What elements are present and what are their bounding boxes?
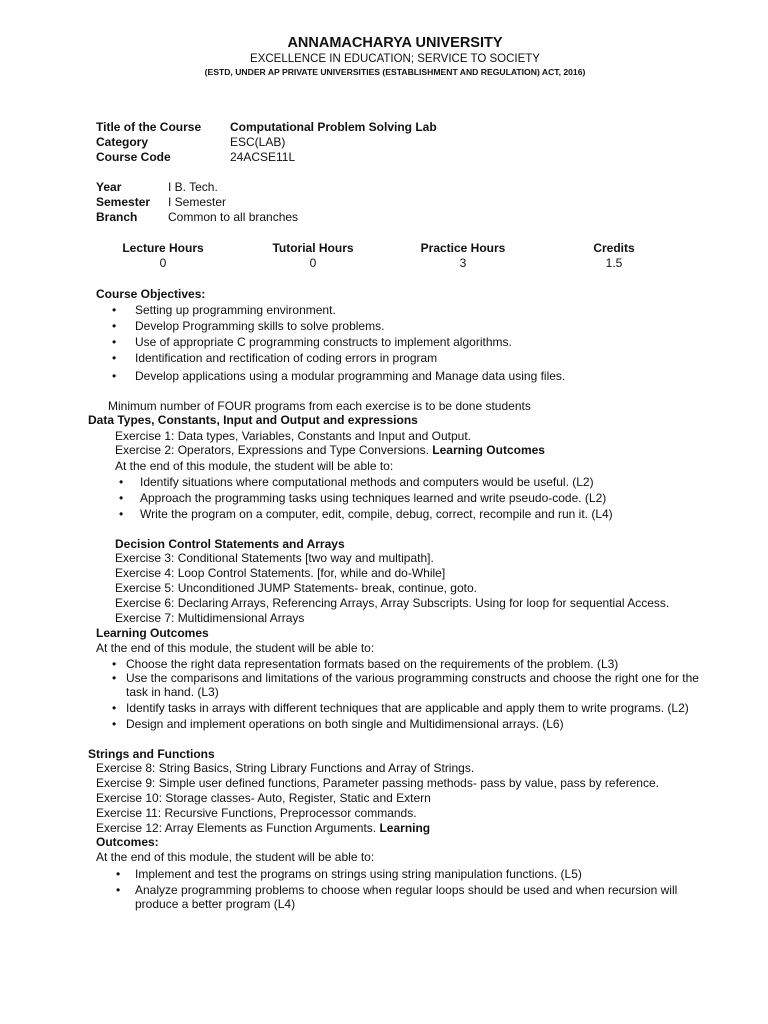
objective-bullet-3: • bbox=[112, 335, 117, 349]
exercise-item: Exercise 7: Multidimensional Arrays bbox=[115, 611, 305, 625]
outcome-bullet-2: • bbox=[119, 491, 124, 505]
year-value: I B. Tech. bbox=[168, 180, 218, 194]
semester-label: Semester bbox=[96, 195, 151, 209]
exercise-item-with-outcomes bbox=[115, 443, 545, 458]
outcome-item: Use the comparisons and limitations of the various programming constructs and choose the right one for the bbox=[126, 671, 699, 685]
branch-label: Branch bbox=[96, 210, 138, 224]
exercise-text: Exercise 2: Operators, Expressions and Type Conversions. bbox=[115, 443, 429, 457]
course-title-label: Title of the Course bbox=[96, 120, 202, 134]
category-label: Category bbox=[96, 135, 149, 149]
exercise-item: Exercise 3: Conditional Statements [two way and multipath]. bbox=[115, 551, 434, 565]
objective-bullet-1: • bbox=[112, 303, 117, 317]
outcome-item-continued: task in hand. (L3) bbox=[126, 685, 219, 699]
exercise-item: Exercise 4: Loop Control Statements. [for, while and do-While] bbox=[115, 566, 446, 580]
objective-item: Use of appropriate C programming constructs to implement algorithms. bbox=[135, 335, 512, 349]
module2-heading: Decision Control Statements and Arrays bbox=[115, 537, 345, 551]
course-code-value: 24ACSE11L bbox=[230, 150, 296, 164]
outcome-item: Approach the programming tasks using techniques learned and write pseudo-code. (L2) bbox=[140, 491, 607, 505]
practice-hours-label: Practice Hours bbox=[420, 241, 506, 255]
exercise-item: Exercise 10: Storage classes- Auto, Register, Static and Extern bbox=[96, 791, 431, 805]
exercise-item: Exercise 9: Simple user defined functions, Parameter passing methods- pass by value, pass by reference. bbox=[96, 776, 659, 790]
practice-hours-value: 3 bbox=[459, 256, 467, 270]
outcome-item: Identify situations where computational methods and computers would be useful. (L2) bbox=[140, 475, 594, 489]
objective-bullet-2: • bbox=[112, 319, 117, 333]
outcomes-intro: At the end of this module, the student will be able to: bbox=[115, 459, 394, 473]
exercise-item: Exercise 1: Data types, Variables, Constants and Input and Output. bbox=[115, 429, 471, 443]
objective-bullet-4: • bbox=[112, 351, 117, 365]
outcome-item: Choose the right data representation formats based on the requirements of the problem. (L3) bbox=[126, 657, 619, 671]
objective-bullet-5: • bbox=[112, 369, 117, 383]
outcome-bullet-2: • bbox=[112, 671, 117, 685]
outcomes-intro: At the end of this module, the student will be able to: bbox=[96, 850, 375, 864]
exercise-item-with-outcomes bbox=[96, 821, 430, 836]
objective-item: Develop applications using a modular programming and Manage data using files. bbox=[135, 369, 566, 383]
objective-item: Develop Programming skills to solve problems. bbox=[135, 319, 385, 333]
outcome-item: Identify tasks in arrays with different techniques that are applicable and apply them to write programs. (L2) bbox=[126, 701, 689, 715]
exercise-item: Exercise 8: String Basics, String Library Functions and Array of Strings. bbox=[96, 761, 475, 775]
exercise-item: Exercise 11: Recursive Functions, Preprocessor commands. bbox=[96, 806, 417, 820]
credits-value: 1.5 bbox=[605, 256, 623, 270]
outcome-item: Write the program on a computer, edit, compile, debug, correct, recompile and run it. (L4) bbox=[140, 507, 613, 521]
lecture-hours-value: 0 bbox=[159, 256, 167, 270]
course-title-value: Computational Problem Solving Lab bbox=[230, 120, 437, 134]
university-establishment: (ESTD, UNDER AP PRIVATE UNIVERSITIES (ESTABLISHMENT AND REGULATION) ACT, 2016) bbox=[204, 67, 586, 77]
year-label: Year bbox=[96, 180, 122, 194]
tutorial-hours-label: Tutorial Hours bbox=[272, 241, 354, 255]
outcome-item: Implement and test the programs on strings using string manipulation functions. (L5) bbox=[135, 867, 582, 881]
course-code-label: Course Code bbox=[96, 150, 171, 164]
learning-outcomes-heading: Learning Outcomes bbox=[96, 626, 209, 640]
exercise-item: Exercise 5: Unconditioned JUMP Statements- break, continue, goto. bbox=[115, 581, 477, 595]
outcomes-heading: Outcomes: bbox=[96, 835, 159, 849]
exercise-item: Exercise 6: Declaring Arrays, Referencing Arrays, Array Subscripts. Using for loop for sequential Access. bbox=[115, 596, 670, 610]
credits-label: Credits bbox=[593, 241, 635, 255]
objective-item: Setting up programming environment. bbox=[135, 303, 336, 317]
exercise-instructions: Minimum number of FOUR programs from each exercise is to be done students bbox=[108, 399, 531, 413]
outcome-bullet-1: • bbox=[112, 657, 117, 671]
outcome-item: Design and implement operations on both single and Multidimensional arrays. (L6) bbox=[126, 717, 564, 731]
tutorial-hours-value: 0 bbox=[309, 256, 317, 270]
module3-heading: Strings and Functions bbox=[88, 747, 215, 761]
outcome-bullet-4: • bbox=[112, 717, 117, 731]
university-tagline: EXCELLENCE IN EDUCATION; SERVICE TO SOCIETY bbox=[250, 53, 540, 65]
university-name: ANNAMACHARYA UNIVERSITY bbox=[287, 35, 503, 51]
learning-label: Learning bbox=[379, 821, 431, 835]
outcome-bullet-1: • bbox=[116, 867, 121, 881]
outcomes-intro: At the end of this module, the student will be able to: bbox=[96, 641, 375, 655]
learning-outcomes-label: Learning Outcomes bbox=[432, 443, 545, 457]
exercise-text: Exercise 12: Array Elements as Function Arguments. bbox=[96, 821, 377, 835]
category-value: ESC(LAB) bbox=[230, 135, 286, 149]
objective-item: Identification and rectification of coding errors in program bbox=[135, 351, 438, 365]
semester-value: I Semester bbox=[168, 195, 227, 209]
outcome-bullet-3: • bbox=[112, 701, 117, 715]
lecture-hours-label: Lecture Hours bbox=[122, 241, 204, 255]
module1-heading: Data Types, Constants, Input and Output and expressions bbox=[88, 413, 418, 427]
objectives-heading: Course Objectives: bbox=[96, 287, 206, 301]
outcome-bullet-2: • bbox=[116, 883, 121, 897]
outcome-item-continued: produce a better program (L4) bbox=[135, 897, 296, 911]
outcome-bullet-3: • bbox=[119, 507, 124, 521]
outcome-bullet-1: • bbox=[119, 475, 124, 489]
branch-value: Common to all branches bbox=[168, 210, 299, 224]
outcome-item: Analyze programming problems to choose when regular loops should be used and when recursion will bbox=[135, 883, 678, 897]
